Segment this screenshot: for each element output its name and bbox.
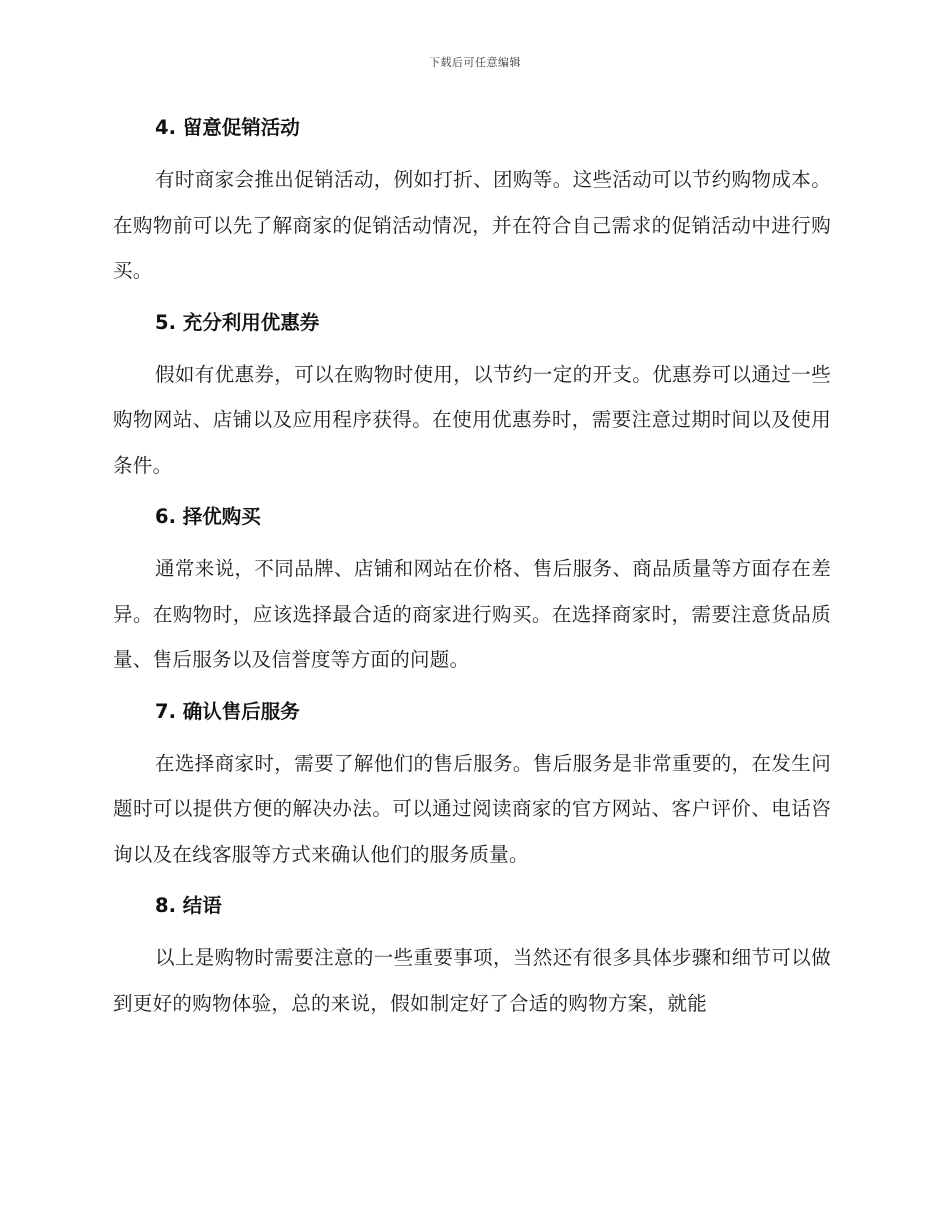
section-promotions xyxy=(113,114,831,294)
section-after-sales xyxy=(113,698,831,878)
section-coupons xyxy=(113,309,831,489)
section-heading: 7. 确认售后服务 xyxy=(155,699,300,723)
document-content xyxy=(113,114,831,1026)
section-paragraph: 以上是购物时需要注意的一些重要事项，当然还有很多具体步骤和细节可以做到更好的购物体验，总的来说，假如制定好了合适的购物方案，就能 xyxy=(113,946,831,1015)
section-paragraph: 通常来说，不同品牌、店铺和网站在价格、售后服务、商品质量等方面存在差异。在购物时，应该选择最合适的商家进行购买。在选择商家时，需要注意货品质量、售后服务以及信誉度等方面的问题。 xyxy=(113,557,831,671)
section-heading: 5. 充分利用优惠券 xyxy=(155,310,320,334)
section-choose-best xyxy=(113,503,831,683)
section-heading: 6. 择优购买 xyxy=(155,505,261,528)
section-conclusion xyxy=(113,892,831,1026)
section-paragraph: 假如有优惠券，可以在购物时使用，以节约一定的开支。优惠券可以通过一些购物网站、店铺以及应用程序获得。在使用优惠券时，需要注意过期时间以及使用条件。 xyxy=(113,362,831,477)
section-paragraph: 有时商家会推出促销活动，例如打折、团购等。这些活动可以节约购物成本。在购物前可以先了解商家的促销活动情况，并在符合自己需求的促销活动中进行购买。 xyxy=(113,168,831,282)
section-paragraph: 在选择商家时，需要了解他们的售后服务。售后服务是非常重要的，在发生问题时可以提供方便的解决办法。可以通过阅读商家的官方网站、客户评价、电话咨询以及在线客服等方式来确认他们的服务质量。 xyxy=(113,751,831,866)
section-heading: 8. 结语 xyxy=(155,894,222,917)
section-heading: 4. 留意促销活动 xyxy=(155,116,300,139)
header-note: 下载后可任意编辑 xyxy=(429,56,521,69)
